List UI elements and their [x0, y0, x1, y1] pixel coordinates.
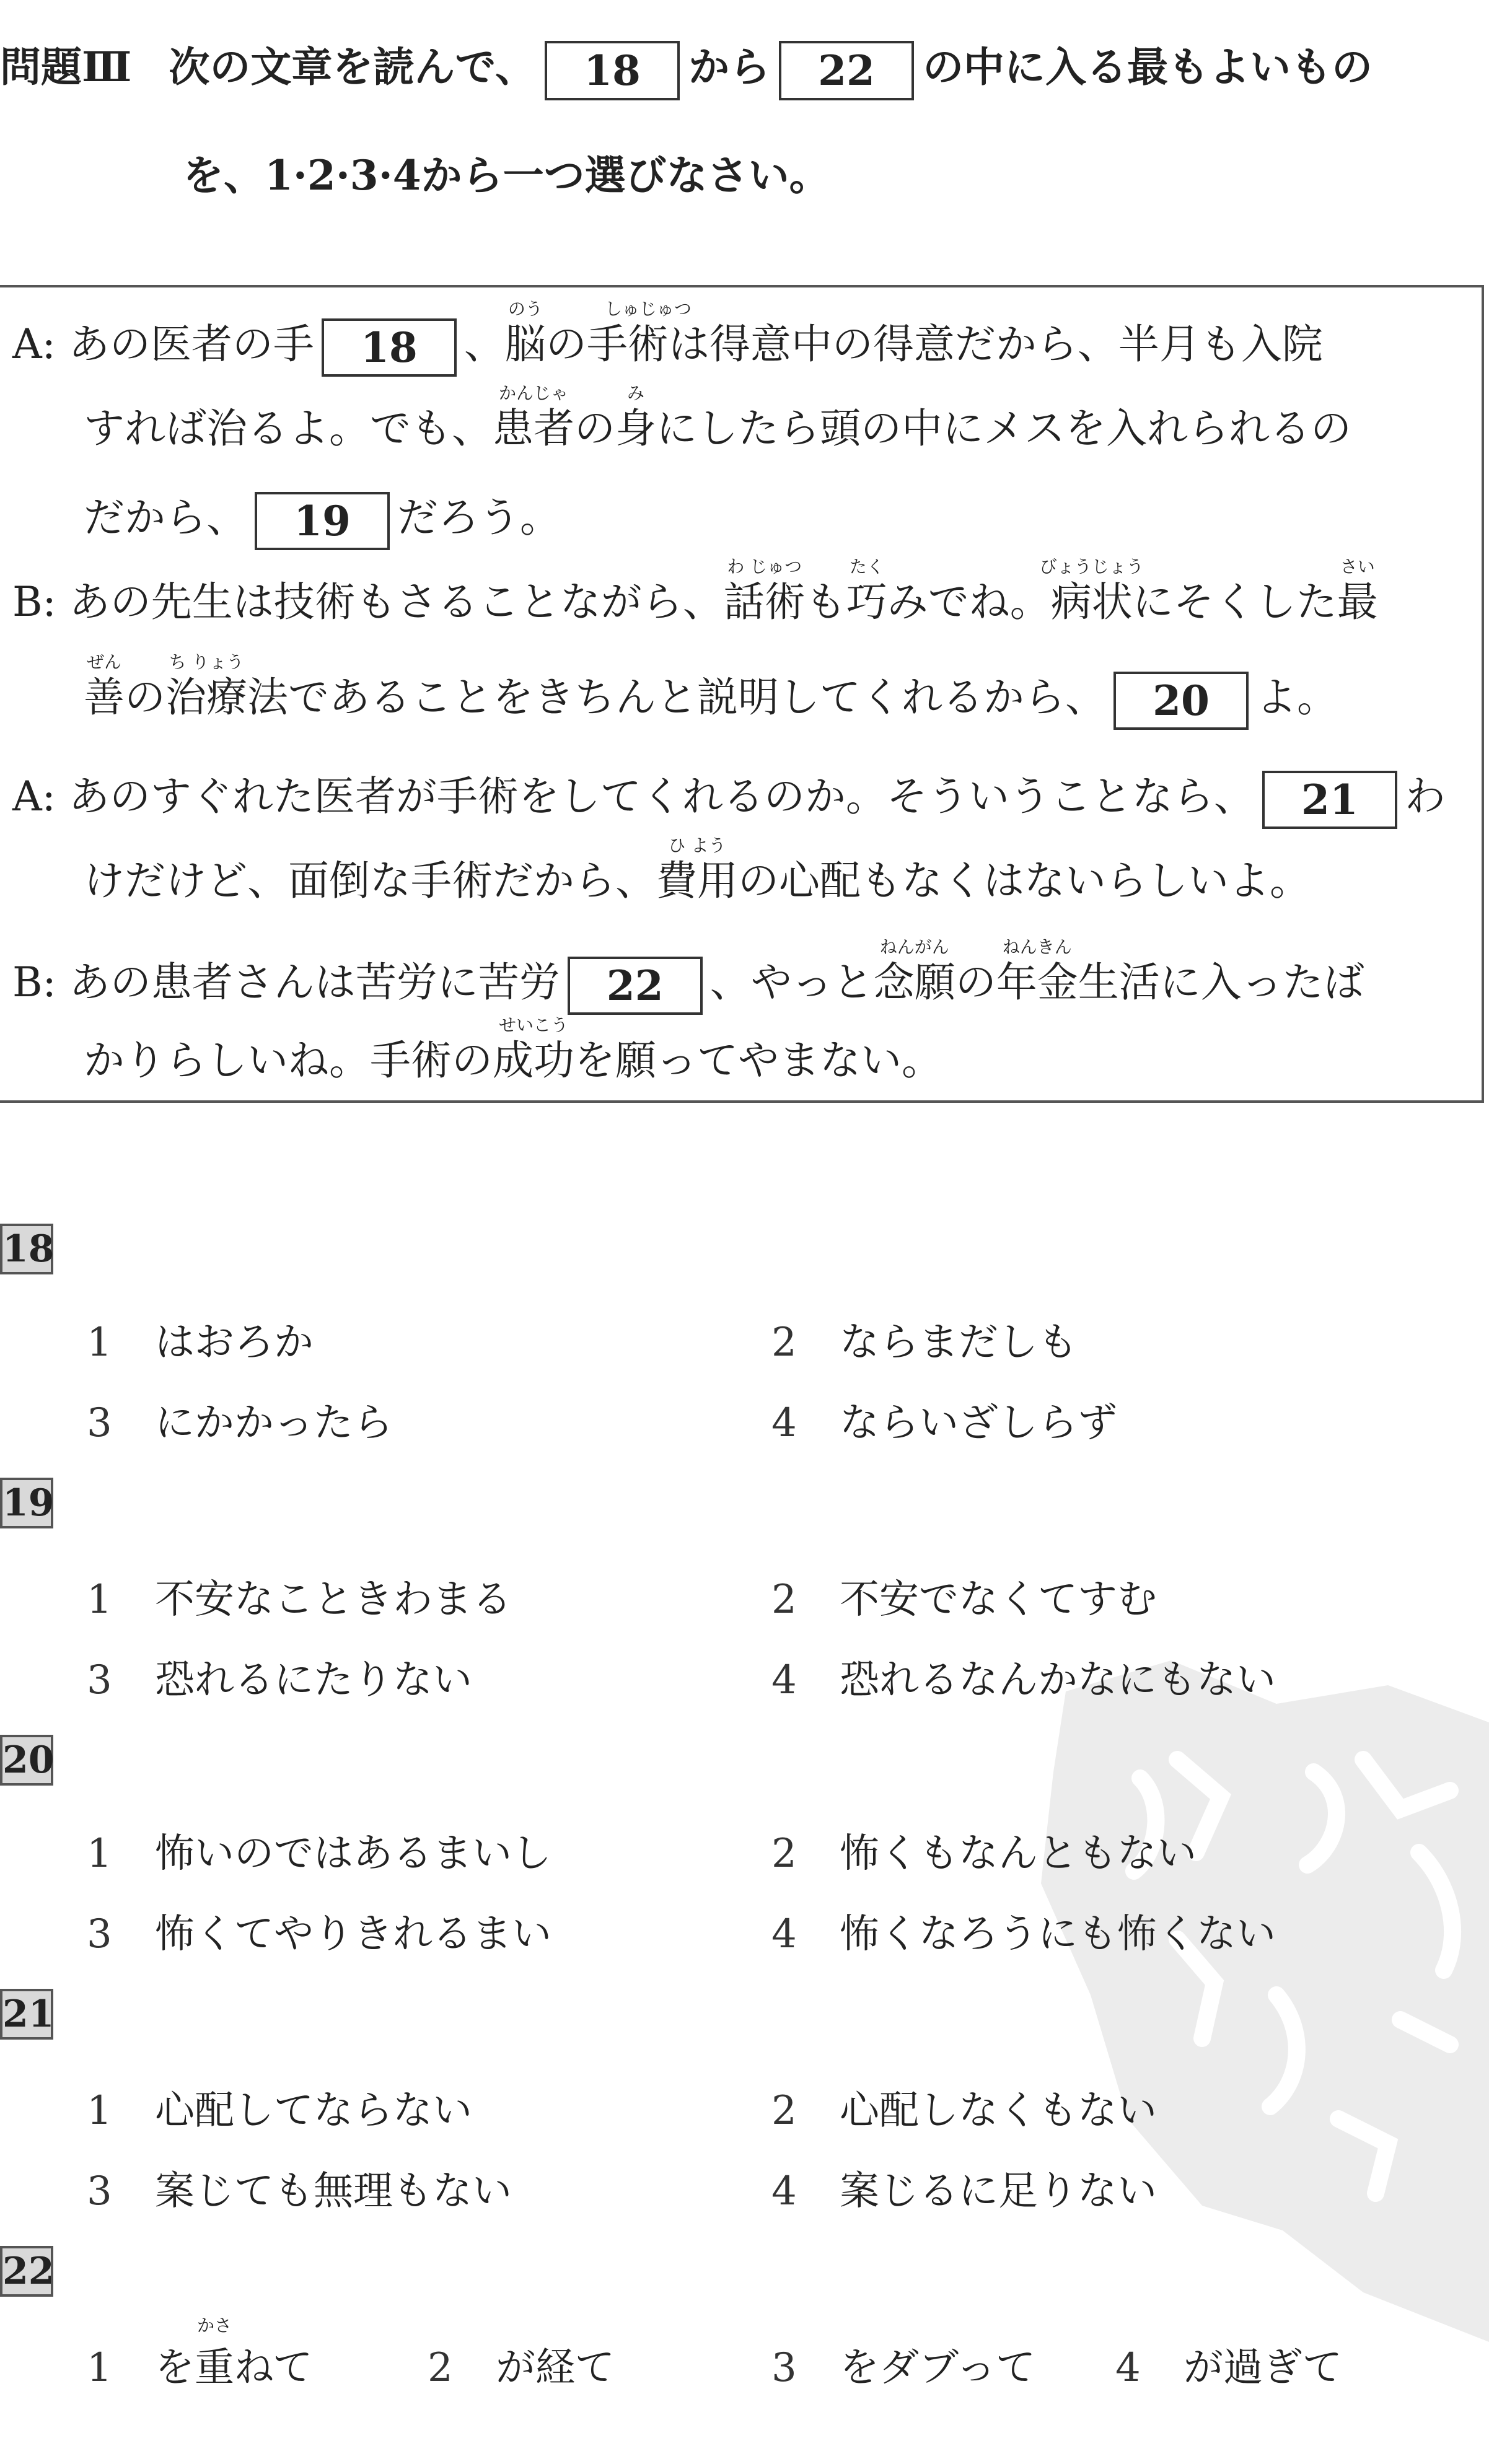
ruby-word: [1039, 556, 1144, 626]
option-number: 2: [771, 1577, 797, 1623]
blank-range-end: 22: [779, 41, 914, 100]
passage-text: の手: [545, 320, 628, 368]
option-number: 2: [771, 2088, 797, 2134]
passage-line: [84, 1015, 942, 1084]
instruction-text-before: 次の文章を読んで、: [169, 43, 537, 91]
ruby-word: [656, 835, 738, 905]
passage-text: だろう。: [397, 494, 561, 541]
question-number-20: 20: [0, 1735, 53, 1786]
option-21-3[interactable]: [87, 2159, 512, 2216]
ruby-word: [493, 383, 574, 452]
ruby-word: [165, 652, 247, 721]
passage-line: [84, 652, 1338, 730]
passage-line: [12, 937, 1364, 1015]
ruby-reading: せいこう: [498, 1015, 569, 1035]
ruby-reading: かさ: [196, 2315, 232, 2336]
option-19-1[interactable]: [87, 1567, 512, 1624]
option-number: 1: [87, 1577, 112, 1623]
ruby-base: 巧: [846, 578, 887, 626]
ruby-reading: ねんがん: [879, 937, 949, 957]
passage-text: にそくした: [1132, 578, 1337, 626]
ruby-word: [996, 937, 1078, 1006]
ruby-base: 成功: [493, 1037, 574, 1084]
blank-range-start: 18: [545, 41, 680, 100]
option-number: 3: [771, 2345, 797, 2391]
passage-line: [12, 771, 1446, 829]
ruby-word: [604, 299, 692, 368]
ruby-base: 最: [1337, 578, 1378, 626]
instruction-middle: から: [688, 43, 771, 91]
ruby-word: [84, 652, 125, 721]
ruby-reading: たく: [849, 556, 884, 577]
ruby-word: [195, 2315, 234, 2393]
question-number-19: 19: [0, 1478, 53, 1528]
option-number: 2: [771, 1320, 797, 1366]
option-text: 不安なこときわまる: [155, 1577, 512, 1623]
ruby-word: [615, 383, 656, 452]
passage-text: にしたら頭の中にメスを入れられるの: [656, 405, 1351, 452]
problem-label: 問題Ⅲ: [0, 43, 132, 91]
option-text: ならまだしも: [840, 1320, 1078, 1366]
option-number: 4: [771, 1657, 797, 1703]
ruby-base: 治療: [165, 673, 247, 721]
ruby-word: [723, 556, 806, 626]
option-18-4[interactable]: [771, 1391, 1117, 1448]
seal-watermark: [1016, 1648, 1489, 2342]
passage-text: だから、: [84, 494, 247, 541]
ruby-base: 念願: [873, 958, 955, 1006]
ruby-reading: み: [626, 383, 645, 403]
option-number: 3: [87, 1657, 112, 1703]
option-text: 怖いのではあるまいし: [155, 1831, 551, 1877]
passage-line: [84, 383, 1351, 452]
passage-blank-21: 21: [1262, 771, 1397, 829]
ruby-reading: しゅじゅつ: [604, 299, 692, 319]
option-text: が経て: [496, 2345, 615, 2391]
option-text: 恐れるなんかなにもない: [840, 1657, 1276, 1703]
ruby-reading: かんじゃ: [498, 383, 569, 403]
speaker-label: B:: [12, 578, 56, 626]
passage-line: [84, 835, 1311, 905]
option-text: 恐れるにたりない: [155, 1657, 472, 1703]
passage-text: 、やっと: [709, 958, 874, 1006]
passage-text: あの先生は技術もさることながら、: [69, 578, 724, 626]
instruction-text-after: の中に入る最もよいもの: [923, 43, 1373, 91]
passage-text: けだけど、面倒な手術だから、: [84, 857, 656, 905]
option-text: ならいざしらず: [840, 1400, 1117, 1446]
ruby-reading: ぜん: [86, 652, 122, 672]
passage-line: [84, 492, 561, 550]
instruction-line-2: を、1·2·3·4から一つ選びなさい。: [183, 151, 830, 199]
option-number: 1: [87, 1320, 112, 1366]
option-number: 4: [771, 1400, 797, 1446]
option-22-3[interactable]: [771, 2336, 1035, 2393]
option-text: が過ぎて: [1184, 2345, 1342, 2391]
option-number: 4: [771, 2168, 797, 2214]
ruby-reading: のう: [507, 299, 543, 319]
option-number: 3: [87, 1400, 112, 1446]
option-20-4[interactable]: [771, 1902, 1276, 1959]
ruby-word: [504, 299, 546, 368]
passage-text: かりらしいね。手術の: [84, 1037, 493, 1084]
speaker-label: A:: [12, 773, 56, 820]
option-number: 2: [771, 1831, 797, 1877]
option-number: 4: [1115, 2345, 1141, 2391]
passage-text: を願ってやまない。: [574, 1037, 942, 1084]
option-19-2[interactable]: [771, 1567, 1157, 1624]
option-22-1[interactable]: [87, 2315, 313, 2393]
ruby-base: 身: [615, 405, 656, 452]
option-text: はおろか: [155, 1320, 314, 1366]
speaker-label: B:: [12, 958, 56, 1006]
ruby-reading: わ じゅつ: [727, 556, 802, 577]
option-text: 怖くてやりきれるまい: [155, 1911, 551, 1957]
ruby-word: [846, 556, 887, 626]
passage-text: も: [805, 578, 846, 626]
option-text: 怖くもなんともない: [840, 1831, 1197, 1877]
ruby-base: 費用: [656, 857, 738, 905]
option-19-4[interactable]: [771, 1648, 1276, 1705]
question-number-18: 18: [0, 1224, 53, 1274]
question-number-21: 21: [0, 1989, 53, 2040]
ruby-base: 患者: [493, 405, 574, 452]
option-text: 案じても無理もない: [155, 2168, 512, 2214]
passage-blank-19: 19: [255, 492, 390, 550]
option-18-3[interactable]: [87, 1391, 393, 1448]
ruby-base: 年金: [996, 958, 1078, 1006]
passage-text: は得意中の得意だから、半月も入院: [668, 320, 1323, 368]
option-20-2[interactable]: [771, 1822, 1197, 1879]
passage-text: みでね。: [887, 578, 1051, 626]
passage-text: あの患者さんは苦労に苦労: [69, 958, 560, 1006]
passage-text: すれば治るよ。でも、: [84, 405, 493, 452]
option-22-4[interactable]: [1115, 2336, 1342, 2393]
option-text: 心配しなくもない: [840, 2088, 1157, 2134]
passage-text: 生活に入ったば: [1078, 958, 1364, 1006]
seal-shape: [1041, 1660, 1489, 2342]
ruby-base: 病状: [1050, 578, 1133, 626]
ruby-base: 脳: [504, 320, 546, 368]
passage-text: の心配もなくはないらしいよ。: [738, 857, 1311, 905]
option-number: 1: [87, 2088, 112, 2134]
option-text: を: [155, 2345, 195, 2391]
speaker-label: A:: [12, 320, 56, 368]
ruby-reading: ねんきん: [1002, 937, 1072, 957]
option-number: 4: [771, 1911, 797, 1957]
option-text: 案じるに足りない: [840, 2168, 1157, 2214]
ruby-word: [493, 1015, 574, 1084]
passage-text: の: [125, 673, 165, 721]
option-19-3[interactable]: [87, 1648, 472, 1705]
passage-blank-18: 18: [322, 318, 457, 377]
option-number: 3: [87, 1911, 112, 1957]
passage-text: あの医者の手: [68, 320, 314, 368]
option-number: 2: [428, 2345, 453, 2391]
ruby-base: 善: [84, 673, 125, 721]
ruby-reading: びょうじょう: [1039, 556, 1144, 577]
question-number-22: 22: [0, 2246, 53, 2297]
option-text: 怖くなろうにも怖くない: [840, 1911, 1276, 1957]
option-18-1[interactable]: [87, 1310, 314, 1367]
ruby-word: [1337, 556, 1378, 626]
passage-text: あのすぐれた医者が手術をしてくれるのか。そういうことなら、: [68, 773, 1255, 820]
option-20-3[interactable]: [87, 1902, 551, 1959]
ruby-base: 術: [627, 320, 669, 368]
option-text: 不安でなくてすむ: [840, 1577, 1157, 1623]
option-22-2[interactable]: [428, 2336, 615, 2393]
ruby-reading: ひ よう: [668, 835, 726, 856]
option-21-1[interactable]: [87, 2079, 472, 2136]
passage-text: わ: [1404, 773, 1446, 820]
passage-text: よ。: [1256, 673, 1338, 721]
passage-box: [0, 285, 1484, 1103]
ruby-reading: ち りょう: [169, 652, 244, 672]
option-number: 1: [87, 1831, 112, 1877]
option-text: 心配してならない: [155, 2088, 472, 2134]
passage-blank-20: 20: [1113, 672, 1249, 730]
option-21-4[interactable]: [771, 2159, 1157, 2216]
passage-text: 、: [463, 320, 505, 368]
passage-blank-22: 22: [568, 957, 703, 1015]
instruction-line-1: [0, 34, 1373, 100]
passage-line: [12, 556, 1378, 626]
option-text: にかかったら: [155, 1400, 393, 1446]
option-18-2[interactable]: [771, 1310, 1078, 1367]
passage-text: の: [574, 405, 615, 452]
passage-text: の: [955, 958, 996, 1006]
ruby-word: [873, 937, 955, 1006]
option-text: ねて: [234, 2345, 313, 2391]
ruby-reading: さい: [1340, 556, 1375, 577]
option-20-1[interactable]: [87, 1822, 551, 1879]
passage-line: [12, 299, 1323, 377]
passage-text: 法であることをきちんと説明してくれるから、: [247, 673, 1106, 721]
option-text: をダブって: [840, 2345, 1036, 2391]
option-number: 3: [87, 2168, 112, 2214]
ruby-base: 重: [195, 2345, 234, 2391]
option-number: 1: [87, 2345, 112, 2391]
option-21-2[interactable]: [771, 2079, 1157, 2136]
ruby-base: 話術: [723, 578, 806, 626]
